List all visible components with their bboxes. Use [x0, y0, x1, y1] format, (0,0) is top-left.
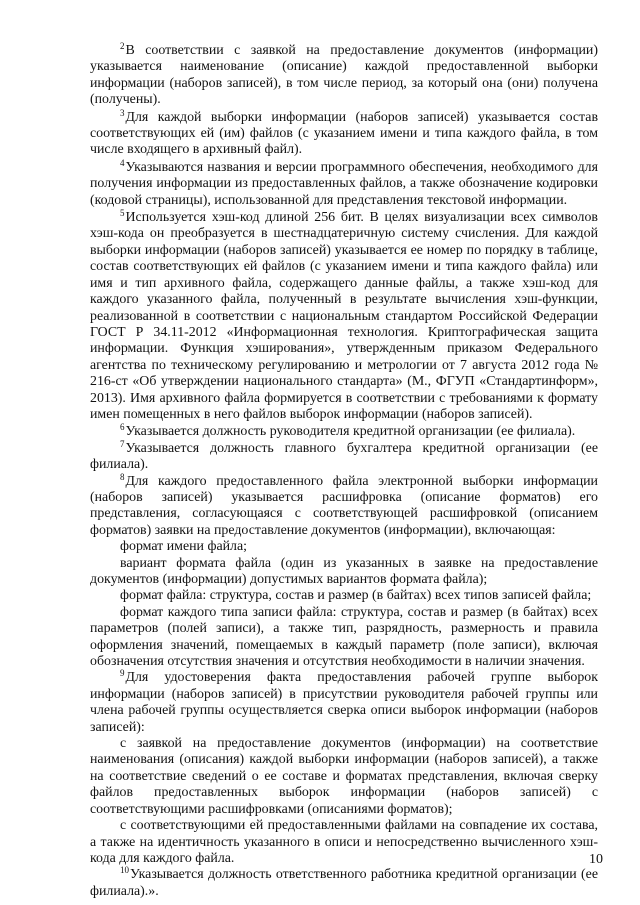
footnote-text: Для каждой выборки информации (наборов записей) указывается состав соответствующих ей (им) файлов (с указанием имени и типа каждого файла, в том числе входящего в архивный файл).: [90, 109, 598, 158]
footnote-text: Указывается должность ответственного работника кредитной организации (ее филиала).».: [90, 867, 598, 899]
footnote-text: Для удостоверения факта предоставления рабочей группе выборок информации (наборов записей) в присутствии руководителя рабочей группы или члена рабочей группы осуществляется сверка описи выборок информации (наборов записей):: [90, 670, 598, 735]
paragraph-text: с заявкой на предоставление документов (информации) на соответствие наименования (описания) каждой выборки информации (наборов записей), а также на соответствие сведений о ее составе и форматах представления, включая сверку файлов предоставленных выборок информации (наборов записей) с соответствующими расшифровками (описаниями форматов);: [90, 736, 598, 817]
paragraph-text: формат имени файла;: [120, 539, 248, 555]
footnote-text: Указывается должность руководителя кредитной организации (ее филиала).: [125, 424, 576, 440]
footnote-marker: 2: [120, 41, 125, 51]
footnote-6: [90, 424, 598, 440]
paragraph-text: формат файла: структура, состав и размер (в байтах) всех типов записей файла;: [120, 588, 592, 604]
footnote-5: [90, 210, 598, 423]
list-item-file-format: [90, 588, 598, 604]
footnote-marker: 10: [120, 865, 129, 876]
list-item-record-type-format: [90, 605, 598, 671]
footnote-marker: 4: [120, 157, 125, 168]
footnote-marker: 8: [120, 471, 125, 482]
footnote-10: [90, 867, 598, 900]
footnote-4: [90, 157, 598, 209]
footnote-marker: 9: [120, 668, 125, 679]
footnote-text: Используется хэш-код длиной 256 бит. В целях визуализации всех символов хэш-кода он преобразуется в шестнадцатеричную систему счисления. Для каждой выборки информации (наборов записей) указывается ее номер по порядку в таблице, состав соответствующих ей файлов (с указанием имени и типа каждого файла) или имя и тип архивного файла, содержащего данные файлы, а также хэш-код для каждого указанного файла, полученный в результате вычисления хэш-функции, реализованной в соответствии с национальным стандартом Российской Федерации ГОСТ Р 34.11-2012 «Информационная технология. Криптографическая защита информации. Функция хэширования», утвержденным приказом Федерального агентства по техническому регулированию и метрологии от 7 августа 2012 года № 216-ст «Об утверждении национального стандарта» (М., ФГУП «Стандартинформ», 2013). Имя архивного файла формируется в соответствии с требованиями к формату имен помещенных в него файлов выборок информации (наборов записей).: [90, 210, 598, 422]
paragraph-text: формат каждого типа записи файла: структура, состав и размер (в байтах) всех параметров (полей записи), а также тип, разрядность, размерность и правила оформления значений, помещаемых в каждый параметр (поле записи), включая обозначения отсутствия значения и отсутствия необходимости в наличии значения.: [90, 604, 598, 670]
footnotes-body: [90, 43, 598, 900]
footnote-3: [90, 107, 598, 159]
paragraph-text: с соответствующими ей предоставленными файлами на совпадение их состава, а также на идентичность указанного в описи и непосредственно вычисленного хэш-кода для каждого файла.: [90, 818, 598, 866]
footnote-text: В соответствии с заявкой на предоставление документов (информации) указывается наименование (описание) каждой предоставленной выборки информации (наборов записей), в том числе период, за который она (они) получена (получены).: [90, 43, 598, 108]
list-item-check-against-request: [90, 736, 598, 818]
footnote-marker: 7: [120, 438, 125, 449]
footnote-text: Указывается должность главного бухгалтера кредитной организации (ее филиала).: [90, 440, 598, 473]
footnote-2: [90, 43, 598, 109]
list-item-check-against-files: [90, 818, 598, 867]
footnote-marker: 6: [120, 422, 125, 433]
footnote-text: Указываются названия и версии программного обеспечения, необходимого для получения информации из предоставленных файлов, а также обозначение кодировки (кодовой страницы), использованной для представления текстовой информации.: [90, 159, 598, 208]
list-item-file-format-variant: [90, 556, 598, 589]
footnote-marker: 5: [120, 208, 125, 219]
footnote-8: [90, 471, 598, 540]
list-item-file-name-format: [90, 539, 598, 555]
footnote-marker: 3: [120, 107, 125, 118]
page-number: 10: [589, 852, 603, 867]
paragraph-text: вариант формата файла (один из указанных в заявке на предоставление документов (информации) допустимых вариантов формата файла);: [90, 555, 598, 587]
footnote-7: [90, 438, 598, 474]
footnote-9: [90, 670, 598, 736]
footnote-text: Для каждого предоставленного файла электронной выборки информации (наборов записей) указывается расшифровка (описание форматов) его представления, согласующаяся с соответствующей расшифровкой (описанием форматов) заявки на предоставление документов (информации), включающая:: [90, 473, 598, 538]
